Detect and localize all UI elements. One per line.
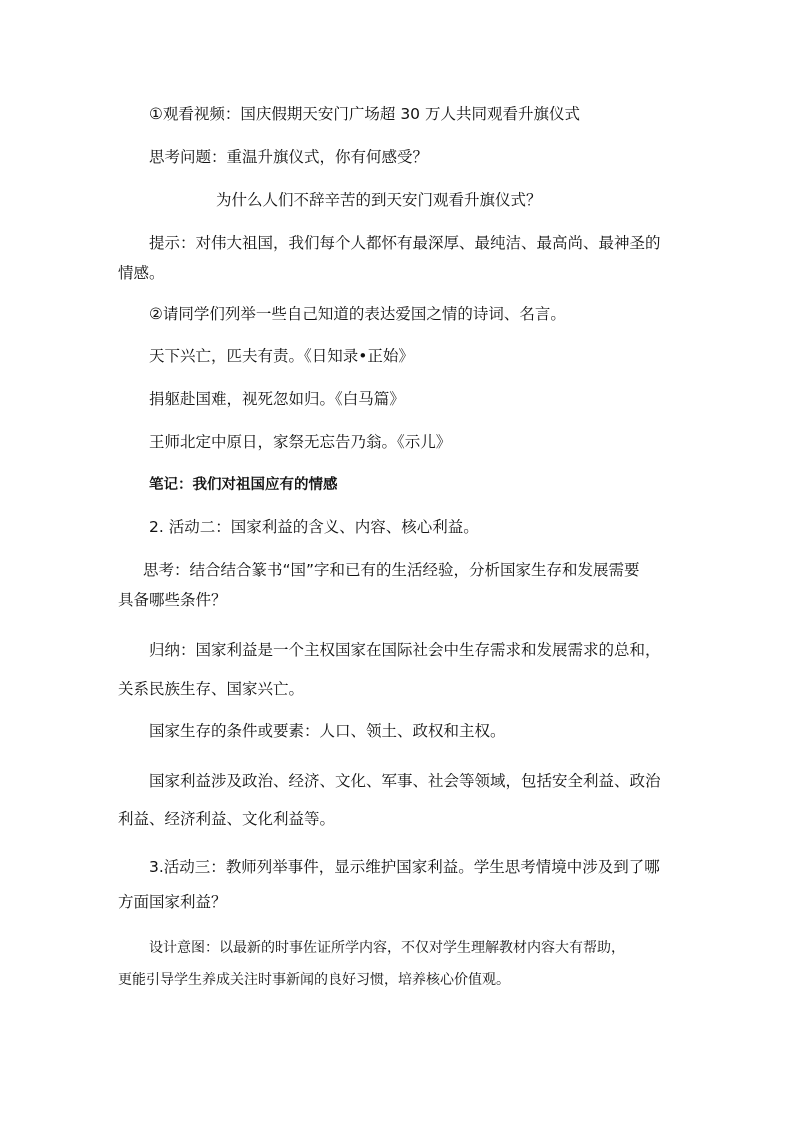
summary-line-2: 关系民族生存、国家兴亡。 [118, 680, 305, 698]
activity1-question-1: 思考问题：重温升旗仪式，你有何感受？ [149, 148, 429, 166]
quote-3: 王师北定中原日，家祭无忘告乃翁。《示儿》 [149, 433, 452, 451]
hint-line-1: 提示：对伟大祖国，我们每个人都怀有最深厚、最纯洁、最高尚、最神圣的 [149, 234, 661, 252]
scope-line-2: 利益、经济利益、文化利益等。 [118, 810, 336, 828]
hint-line-2: 情感。 [118, 264, 165, 282]
activity3-line-1: 3.活动三：教师列举事件，显示维护国家利益。学生思考情境中涉及到了哪 [149, 858, 660, 876]
summary-line-1: 归纳：国家利益是一个主权国家在国际社会中生存需求和发展需求的总和， [149, 641, 661, 659]
think-line-2: 具备哪些条件？ [118, 591, 227, 609]
activity3-line-2: 方面国家利益？ [118, 893, 227, 911]
design-intent-line-1: 设计意图：以最新的时事佐证所学内容，不仅对学生理解教材内容大有帮助， [149, 940, 625, 956]
scope-line-1: 国家利益涉及政治、经济、文化、军事、社会等领域，包括安全利益、政治 [149, 772, 661, 790]
notes-heading: 笔记：我们对祖国应有的情感 [149, 477, 338, 493]
quote-1: 天下兴亡，匹夫有责。《日知录•正始》 [149, 347, 414, 365]
think-line-1: 思考：结合结合篆书“国”字和已有的生活经验，分析国家生存和发展需要 [143, 561, 640, 579]
poem-prompt: ②请同学们列举一些自己知道的表达爱国之情的诗词、名言。 [149, 305, 566, 323]
quote-2: 捐躯赴国难，视死忽如归。《白马篇》 [149, 390, 405, 408]
activity1-video-text: ①观看视频：国庆假期天安门广场超 30 万人共同观看升旗仪式 [149, 105, 580, 123]
design-intent-line-2: 更能引导学生养成关注时事新闻的良好习惯，培养核心价值观。 [118, 972, 510, 988]
activity2-title: 2. 活动二：国家利益的含义、内容、核心利益。 [149, 518, 479, 536]
activity1-question-2: 为什么人们不辞辛苦的到天安门观看升旗仪式？ [216, 191, 542, 209]
survival-elements: 国家生存的条件或要素：人口、领土、政权和主权。 [149, 722, 506, 740]
